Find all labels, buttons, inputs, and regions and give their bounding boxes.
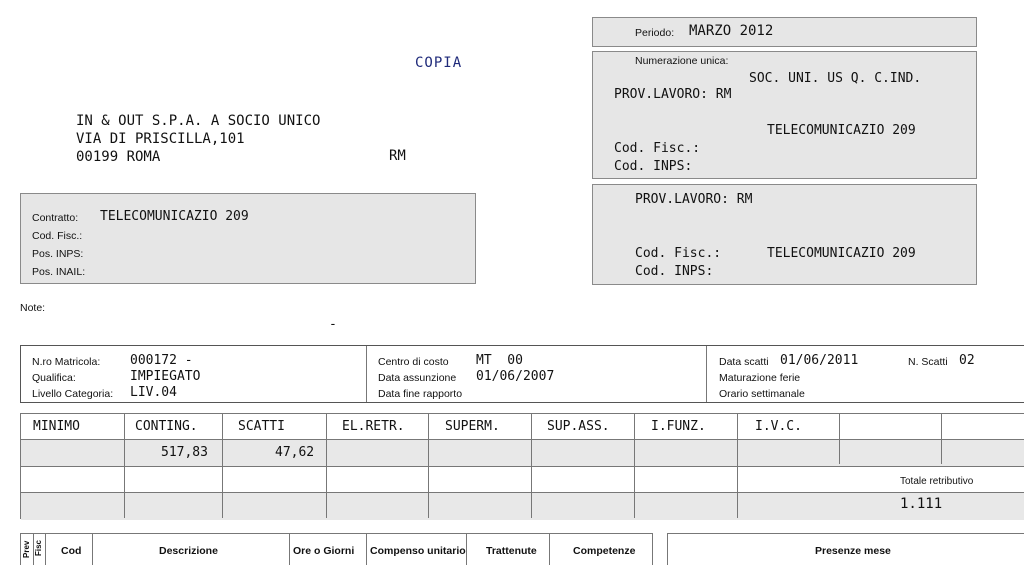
extra-row-bg bbox=[21, 492, 1024, 520]
contratto-pos-inps: Pos. INPS: bbox=[32, 248, 84, 260]
header-i-funz: I.FUNZ. bbox=[651, 419, 706, 434]
matricola-value: 000172 - bbox=[130, 353, 193, 368]
livello-value: LIV.04 bbox=[130, 385, 177, 400]
row-line bbox=[21, 439, 1024, 440]
contratto-value: TELECOMUNICAZIO 209 bbox=[100, 209, 249, 224]
company-city: 00199 ROMA bbox=[76, 149, 161, 165]
header-conting: CONTING. bbox=[135, 419, 198, 434]
numerazione-contract: TELECOMUNICAZIO 209 bbox=[767, 123, 916, 138]
employee-box bbox=[20, 345, 1024, 403]
n-scatti-value: 02 bbox=[959, 353, 975, 368]
col-line bbox=[366, 534, 367, 565]
prev-header: Prev bbox=[22, 540, 31, 558]
descrizione-header: Descrizione bbox=[159, 545, 218, 557]
note-label: Note: bbox=[20, 302, 46, 314]
contratto-cod-fisc: Cod. Fisc.: bbox=[32, 230, 83, 242]
livello-label: Livello Categoria: bbox=[32, 388, 114, 400]
ore-giorni-header: Ore o Giorni bbox=[293, 545, 355, 557]
prov-lavoro: PROV.LAVORO: RM bbox=[635, 192, 753, 207]
company-address: VIA DI PRISCILLA,101 bbox=[76, 131, 245, 147]
numerazione-box bbox=[592, 51, 977, 179]
row-line bbox=[21, 466, 1024, 467]
col-line bbox=[222, 414, 223, 518]
centro-value: MT 00 bbox=[476, 353, 523, 368]
col-line bbox=[45, 534, 46, 565]
value-conting: 517,83 bbox=[161, 445, 208, 460]
numerazione-label: Numerazione unica: bbox=[635, 55, 729, 67]
col-line bbox=[466, 534, 467, 565]
company-block bbox=[76, 112, 320, 166]
competenze-header: Competenze bbox=[573, 545, 636, 557]
company-name: IN & OUT S.P.A. A SOCIO UNICO bbox=[76, 113, 321, 129]
contratto-box bbox=[20, 193, 476, 284]
header-sup-ass: SUP.ASS. bbox=[547, 419, 610, 434]
header-el-retr: EL.RETR. bbox=[342, 419, 405, 434]
col-line bbox=[549, 534, 550, 565]
centro-label: Centro di costo bbox=[378, 356, 449, 368]
period-box bbox=[592, 17, 977, 47]
fisc-header: Fisc bbox=[34, 539, 43, 556]
total-value: 1.111 bbox=[900, 496, 943, 512]
col-line bbox=[92, 534, 93, 565]
employee-divider bbox=[366, 346, 367, 402]
copy-label: COPIA bbox=[415, 55, 463, 71]
prov-cod-inps: Cod. INPS: bbox=[635, 264, 714, 279]
col-line bbox=[737, 414, 738, 518]
header-ivc: I.V.C. bbox=[755, 419, 802, 434]
data-scatti-label: Data scatti bbox=[719, 356, 769, 368]
col-line bbox=[326, 414, 327, 518]
orario-label: Orario settimanale bbox=[719, 388, 805, 400]
cod-header: Cod bbox=[61, 545, 82, 557]
items-table-header bbox=[20, 533, 653, 565]
col-line bbox=[941, 414, 942, 464]
trattenute-header: Trattenute bbox=[486, 545, 537, 557]
presenze-header: Presenze mese bbox=[815, 545, 891, 557]
header-superm: SUPERM. bbox=[445, 419, 500, 434]
prov-cod-fisc: Cod. Fisc.: bbox=[635, 246, 722, 261]
contratto-pos-inail: Pos. INAIL: bbox=[32, 266, 86, 278]
qualifica-value: IMPIEGATO bbox=[130, 369, 201, 384]
data-scatti-value: 01/06/2011 bbox=[780, 353, 859, 368]
col-line bbox=[124, 414, 125, 518]
qualifica-label: Qualifica: bbox=[32, 372, 76, 384]
col-line bbox=[634, 414, 635, 518]
note-dash: - bbox=[329, 317, 337, 332]
employee-divider bbox=[706, 346, 707, 402]
matricola-label: N.ro Matricola: bbox=[32, 356, 101, 368]
presenze-box bbox=[667, 533, 1024, 565]
numerazione-prov: PROV.LAVORO: RM bbox=[614, 87, 732, 102]
prov-contract: TELECOMUNICAZIO 209 bbox=[767, 246, 916, 261]
col-line bbox=[289, 534, 290, 565]
col-line bbox=[428, 414, 429, 518]
total-label: Totale retributivo bbox=[900, 476, 974, 487]
ferie-label: Maturazione ferie bbox=[719, 372, 801, 384]
row-line bbox=[21, 492, 1024, 493]
col-line bbox=[839, 414, 840, 464]
retribution-grid bbox=[20, 413, 1024, 519]
period-value: MARZO 2012 bbox=[689, 23, 774, 39]
contratto-label: Contratto: bbox=[32, 212, 79, 224]
compenso-header: Compenso unitario bbox=[370, 545, 466, 557]
n-scatti-label: N. Scatti bbox=[908, 356, 948, 368]
header-minimo: MINIMO bbox=[33, 419, 80, 434]
assunzione-value: 01/06/2007 bbox=[476, 369, 555, 384]
company-province: RM bbox=[389, 148, 406, 164]
header-scatti: SCATTI bbox=[238, 419, 285, 434]
period-label: Periodo: bbox=[635, 27, 675, 39]
prov-box bbox=[592, 184, 977, 285]
fine-rapporto-label: Data fine rapporto bbox=[378, 388, 463, 400]
numerazione-soc: SOC. UNI. US Q. C.IND. bbox=[749, 71, 922, 86]
assunzione-label: Data assunzione bbox=[378, 372, 457, 384]
numerazione-cod-fisc: Cod. Fisc.: bbox=[614, 141, 701, 156]
col-line bbox=[531, 414, 532, 518]
numerazione-cod-inps: Cod. INPS: bbox=[614, 159, 693, 174]
value-scatti: 47,62 bbox=[275, 445, 315, 460]
